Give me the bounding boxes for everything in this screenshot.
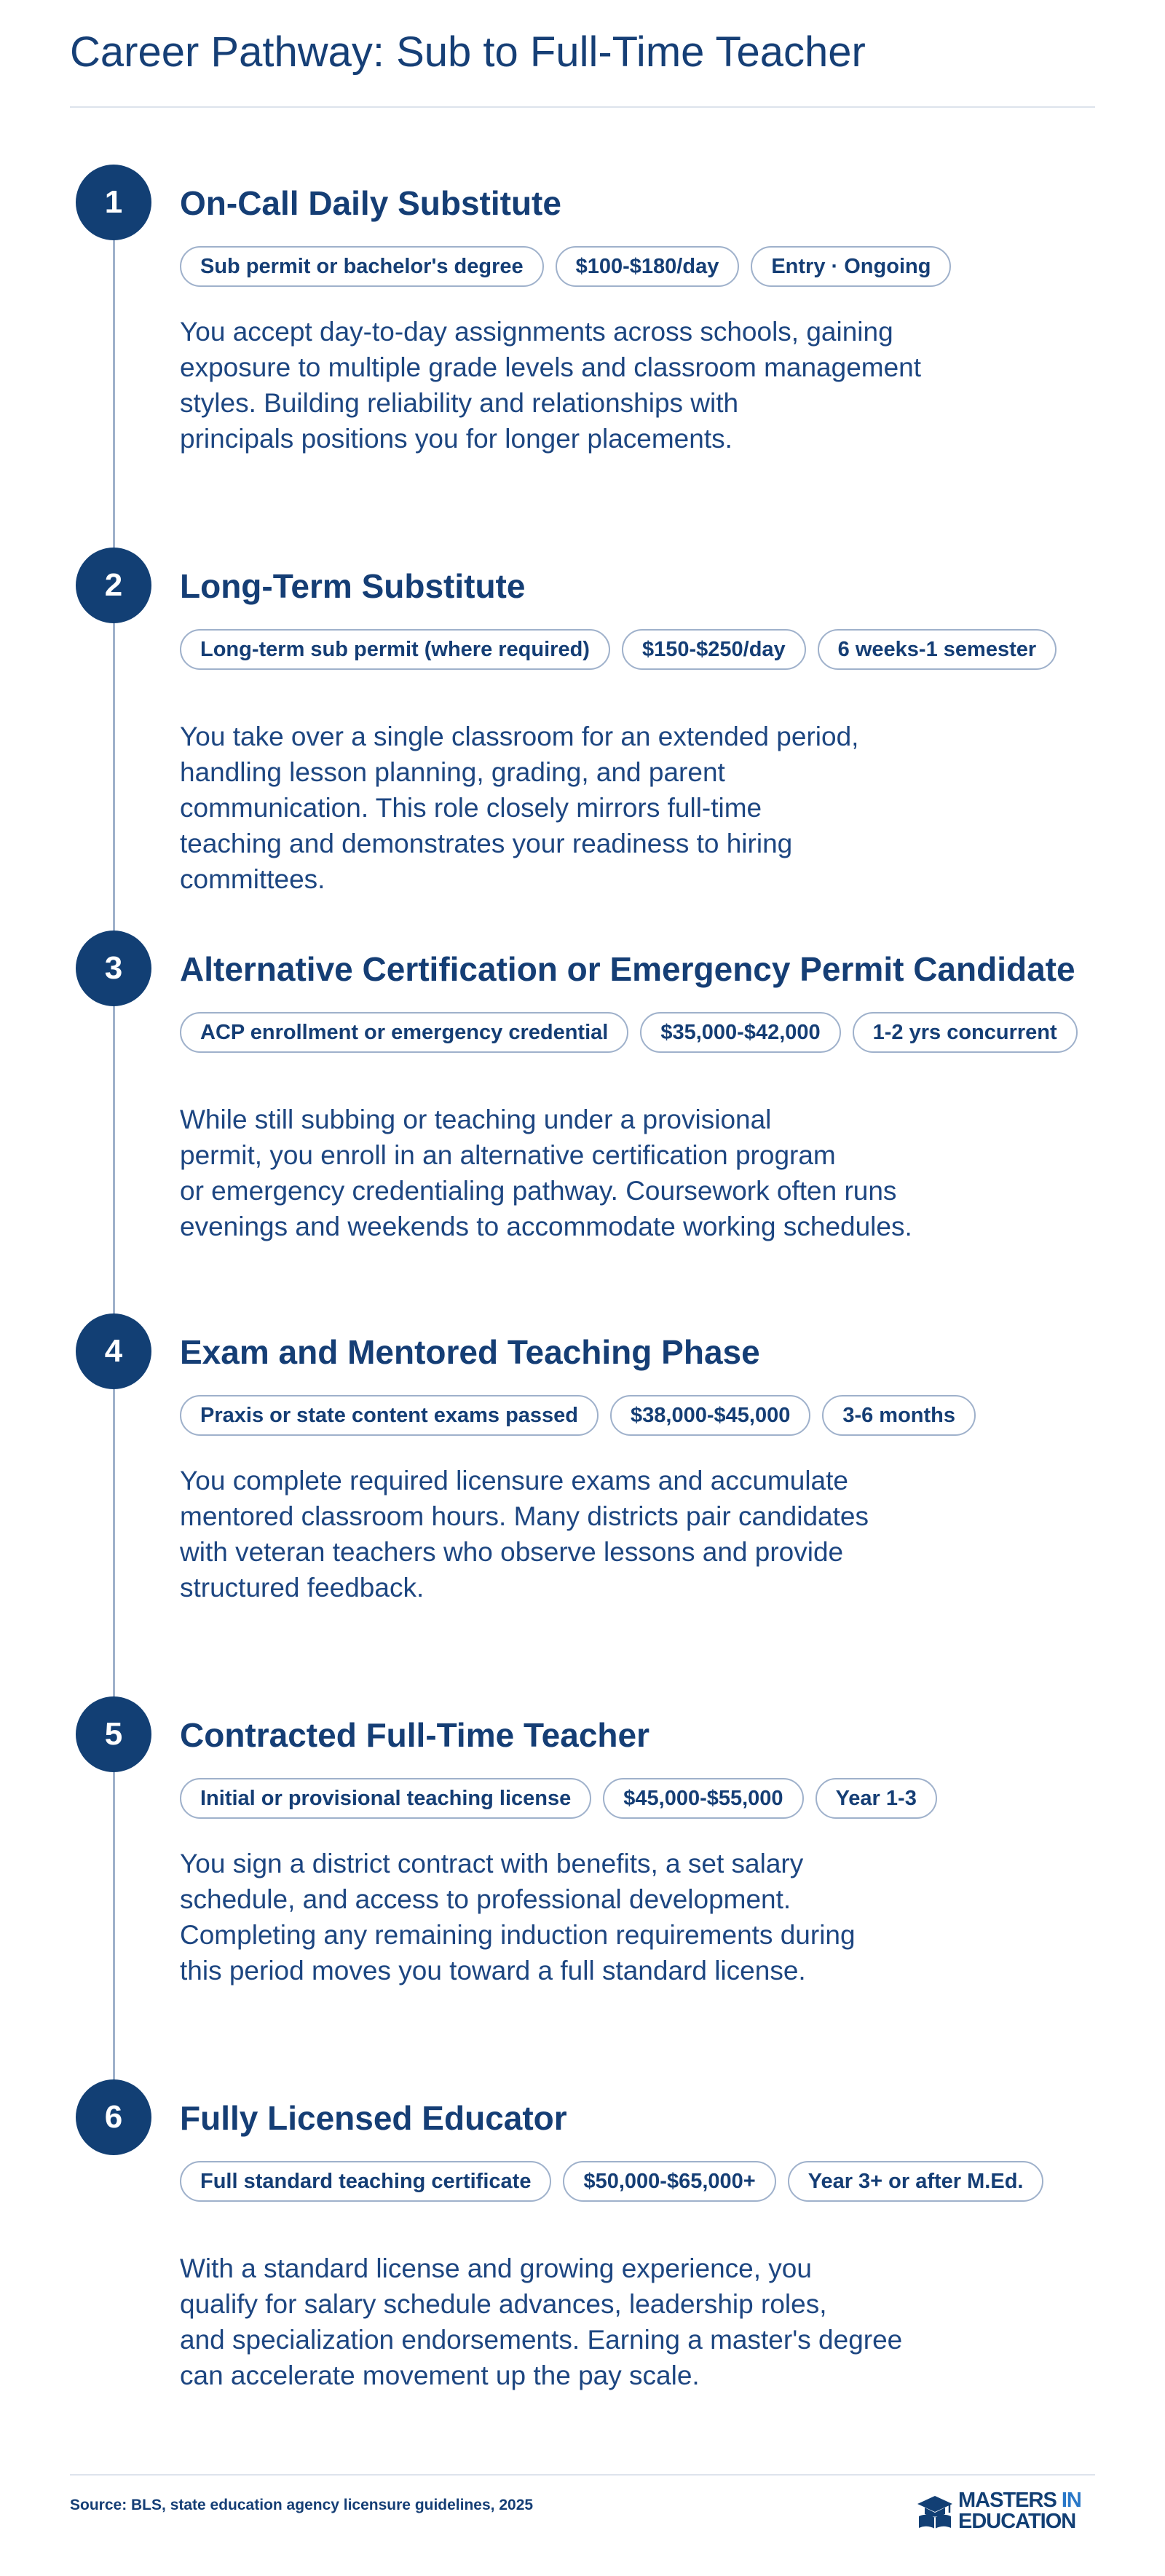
description-line: You accept day-to-day assignments across schools, gaining xyxy=(180,317,893,347)
step-number-badge: 1 xyxy=(76,165,151,240)
description-line: mentored classroom hours. Many districts pair candidates xyxy=(180,1501,869,1531)
description-line: styles. Building reliability and relationships with xyxy=(180,388,739,418)
step-title: Exam and Mentored Teaching Phase xyxy=(180,1333,760,1371)
masters-in-education-logo xyxy=(916,2489,1098,2535)
duration-tag: Entry · Ongoing xyxy=(751,246,951,287)
logo-text-in: IN xyxy=(1056,2489,1081,2512)
description-line: committees. xyxy=(180,864,325,894)
step-description xyxy=(180,1102,912,1244)
step-number-badge: 3 xyxy=(76,931,151,1006)
step-title: On-Call Daily Substitute xyxy=(180,184,561,222)
step-tags xyxy=(180,2161,1097,2202)
pay-tag: $38,000-$45,000 xyxy=(610,1395,810,1436)
step-tags xyxy=(180,1778,1097,1819)
requirement-tag: Long-term sub permit (where required) xyxy=(180,629,610,670)
requirement-tag: Initial or provisional teaching license xyxy=(180,1778,591,1819)
description-line: You sign a district contract with benefits, a set salary xyxy=(180,1849,804,1878)
description-line: handling lesson planning, grading, and parent xyxy=(180,757,725,787)
step-number-badge: 6 xyxy=(76,2079,151,2155)
graduation-cap-book-icon xyxy=(916,2493,954,2531)
description-line: principals positions you for longer placements. xyxy=(180,424,732,454)
description-line: structured feedback. xyxy=(180,1573,424,1603)
step-title: Fully Licensed Educator xyxy=(180,2099,567,2137)
description-line: While still subbing or teaching under a provisional xyxy=(180,1105,772,1134)
duration-tag: 1-2 yrs concurrent xyxy=(853,1012,1078,1053)
footer-divider xyxy=(70,2474,1095,2476)
description-line: with veteran teachers who observe lessons and provide xyxy=(180,1537,844,1567)
page-title: Career Pathway: Sub to Full-Time Teacher xyxy=(70,28,866,76)
description-line: permit, you enroll in an alternative certification program xyxy=(180,1140,836,1170)
pay-tag: $45,000-$55,000 xyxy=(603,1778,803,1819)
description-line: exposure to multiple grade levels and classroom management xyxy=(180,352,922,382)
step-tags xyxy=(180,1012,1097,1053)
step-tags xyxy=(180,1395,1097,1436)
description-line: qualify for salary schedule advances, leadership roles, xyxy=(180,2289,827,2319)
logo-text-education: EDUCATION xyxy=(958,2510,1076,2533)
description-line: or emergency credentialing pathway. Coursework often runs xyxy=(180,1176,897,1206)
timeline-line xyxy=(113,204,115,2119)
step-description xyxy=(180,1846,856,1988)
step-number-badge: 4 xyxy=(76,1313,151,1389)
pay-tag: $150-$250/day xyxy=(622,629,806,670)
duration-tag: Year 1-3 xyxy=(816,1778,937,1819)
source-note: Source: BLS, state education agency licensure guidelines, 2025 xyxy=(70,2497,534,2513)
description-line: You complete required licensure exams and accumulate xyxy=(180,1466,848,1496)
description-line: teaching and demonstrates your readiness to hiring xyxy=(180,829,793,858)
description-line: Completing any remaining induction requirements during xyxy=(180,1920,856,1950)
step-description xyxy=(180,2251,902,2393)
logo-text-masters: MASTERS xyxy=(958,2489,1057,2512)
step-tags xyxy=(180,246,1097,287)
description-line: With a standard license and growing experience, you xyxy=(180,2253,812,2283)
pay-tag: $50,000-$65,000+ xyxy=(563,2161,775,2202)
description-line: can accelerate movement up the pay scale. xyxy=(180,2360,700,2390)
requirement-tag: ACP enrollment or emergency credential xyxy=(180,1012,628,1053)
duration-tag: 3-6 months xyxy=(822,1395,976,1436)
duration-tag: 6 weeks-1 semester xyxy=(818,629,1057,670)
logo-wordmark xyxy=(958,2490,1081,2532)
duration-tag: Year 3+ or after M.Ed. xyxy=(788,2161,1044,2202)
step-title: Alternative Certification or Emergency Permit Candidate xyxy=(180,950,1075,988)
description-line: You take over a single classroom for an extended period, xyxy=(180,722,859,751)
description-line: this period moves you toward a full standard license. xyxy=(180,1956,806,1986)
requirement-tag: Full standard teaching certificate xyxy=(180,2161,551,2202)
step-description xyxy=(180,719,858,897)
pay-tag: $100-$180/day xyxy=(556,246,740,287)
description-line: schedule, and access to professional development. xyxy=(180,1884,791,1914)
step-title: Long-Term Substitute xyxy=(180,567,526,605)
step-title: Contracted Full-Time Teacher xyxy=(180,1716,649,1754)
description-line: and specialization endorsements. Earning a master's degree xyxy=(180,2325,903,2355)
description-line: evenings and weekends to accommodate working schedules. xyxy=(180,1212,912,1241)
pay-tag: $35,000-$42,000 xyxy=(640,1012,840,1053)
step-description xyxy=(180,1463,869,1605)
step-number-badge: 2 xyxy=(76,548,151,623)
requirement-tag: Sub permit or bachelor's degree xyxy=(180,246,544,287)
description-line: communication. This role closely mirrors full-time xyxy=(180,793,762,823)
requirement-tag: Praxis or state content exams passed xyxy=(180,1395,599,1436)
step-tags xyxy=(180,629,1097,670)
step-number-badge: 5 xyxy=(76,1696,151,1772)
header-divider xyxy=(70,106,1095,108)
step-description xyxy=(180,314,921,457)
